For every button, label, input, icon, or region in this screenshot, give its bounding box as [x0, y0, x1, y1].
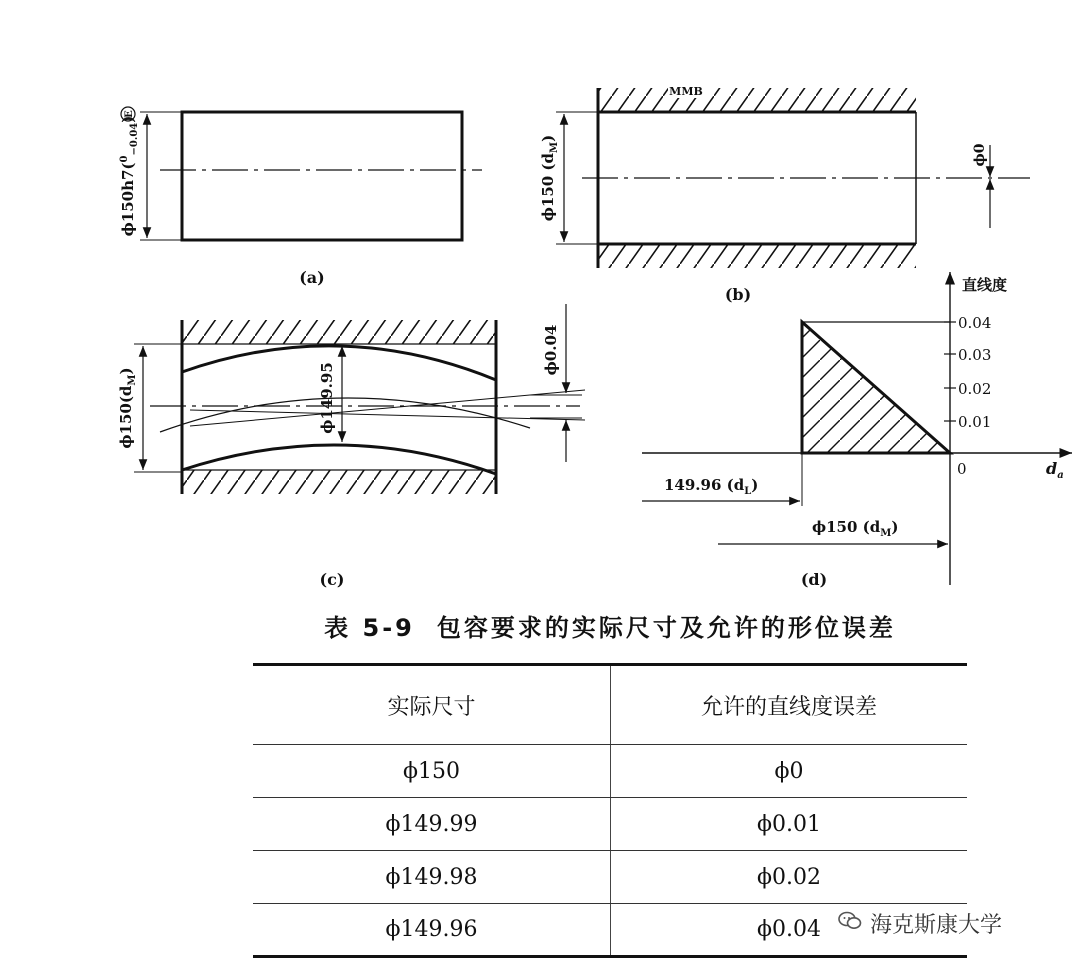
caption-d: (d): [800, 570, 828, 589]
zero-tol-label-b: ϕ0: [972, 143, 988, 167]
y-tick-label: 0.01: [958, 413, 992, 431]
diameter-label-a: ϕ150h7($^0_{-0.04}$): [119, 115, 140, 237]
diameter-label-inner-c: ϕ149.95: [318, 362, 336, 434]
axis-curve-c: [160, 398, 530, 432]
cell-actual-size: ϕ149.99: [253, 798, 611, 851]
wechat-icon: [838, 911, 862, 936]
figure-a: [119, 107, 482, 287]
header-allowed-straightness: 允许的直线度误差: [611, 665, 968, 745]
watermark: [838, 908, 1002, 939]
watermark-text: 海克斯康大学: [870, 913, 1003, 938]
origin-label-d: 0: [957, 460, 967, 478]
y-tick-label: 0.03: [958, 346, 992, 364]
caption-c: (c): [319, 570, 345, 589]
caption-b: (b): [724, 285, 752, 304]
cell-actual-size: ϕ149.98: [253, 851, 611, 904]
table-title: [250, 608, 970, 643]
table-row: [253, 798, 967, 851]
y-axis-label-d: 直线度: [962, 276, 1008, 294]
table-header-row: [253, 665, 967, 745]
figure-d: [642, 272, 1072, 589]
cell-actual-size: ϕ150: [253, 745, 611, 798]
hatch-top-c: [182, 320, 496, 344]
hatch-bottom-c: [182, 470, 496, 494]
tol-line-top-c: [190, 390, 585, 426]
table-row: [253, 745, 967, 798]
diameter-label-b: ϕ150 $(d_M)$: [539, 134, 560, 222]
x-axis-label-d: $d_a$: [1046, 459, 1064, 481]
figure-b: [539, 82, 1030, 304]
tolerance-zone-d: [802, 322, 950, 453]
y-tick-label: 0.04: [958, 314, 992, 332]
tol-label-c: ϕ0.04: [542, 324, 560, 376]
table-row: [253, 851, 967, 904]
cell-actual-size: ϕ149.96: [253, 904, 611, 957]
table-number: 表 5-9: [324, 614, 415, 642]
hatch-bottom-b: [598, 244, 916, 268]
hatch-top-b: [598, 88, 916, 112]
max-size-label-d: ϕ150 $(d_M)$: [812, 518, 899, 539]
least-size-label-d: 149.96 $(d_L)$: [664, 476, 759, 497]
table-caption: 包容要求的实际尺寸及允许的形位误差: [436, 614, 896, 642]
y-tick-label: 0.02: [958, 380, 992, 398]
cell-allowed-error: ϕ0.01: [611, 798, 968, 851]
shaft-outline-a: [182, 112, 462, 240]
diameter-label-outer-c: $\phi 150(d_M)$: [117, 367, 138, 449]
cell-allowed-error: ϕ0: [611, 745, 968, 798]
bent-shaft-top-c: [182, 346, 496, 380]
envelope-symbol-a: E: [124, 110, 135, 118]
figure-c: [117, 304, 585, 589]
mmb-label: MMB: [669, 85, 703, 98]
tol-line-bottom-c: [190, 410, 585, 420]
cell-allowed-error: ϕ0.02: [611, 851, 968, 904]
caption-a: (a): [299, 268, 325, 287]
header-actual-size: 实际尺寸: [253, 665, 611, 745]
cell-allowed-error: ϕ0.04: [611, 904, 968, 957]
